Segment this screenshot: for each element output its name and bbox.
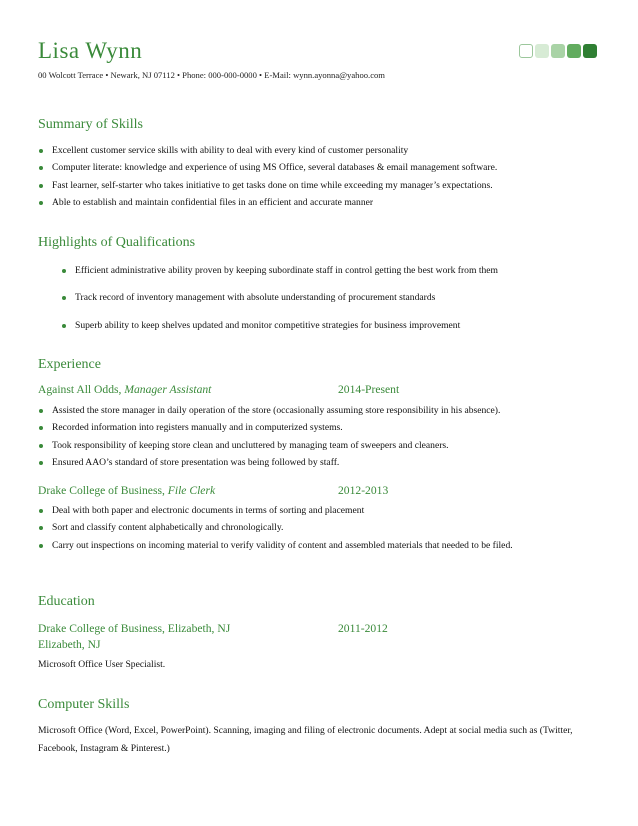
list-item: Took responsibility of keeping store clean and uncluttered by managing team of sweepers and cleaners. [38, 437, 608, 454]
job-duties-list [38, 402, 608, 471]
list-item: Computer literate: knowledge and experience of using MS Office, several databases & email management software. [38, 159, 608, 176]
list-item: Ensured AAO’s standard of store presentation was being followed by staff. [38, 454, 608, 471]
education-dates: 2011-2012 [338, 622, 388, 635]
job-company: Against All Odds, [38, 383, 122, 396]
square-2 [535, 44, 549, 58]
summary-list [38, 142, 608, 211]
square-4 [567, 44, 581, 58]
list-item: Able to establish and maintain confidential files in an efficient and accurate manner [38, 194, 608, 211]
job-role: File Clerk [167, 484, 216, 497]
job-duties-list [38, 502, 586, 554]
square-5 [583, 44, 597, 58]
list-item: Assisted the store manager in daily operation of the store (occasionally assuming store responsibility in his absence). [38, 402, 608, 419]
square-3 [551, 44, 565, 58]
contact-line: 00 Wolcott Terrace • Newark, NJ 07112 • Phone: 000-000-0000 • E-Mail: wynn.ayonna@yahoo.com [38, 70, 385, 80]
education-school: Drake College of Business, Elizabeth, NJ [38, 622, 231, 635]
education-heading: Education [38, 594, 95, 609]
list-item: Superb ability to keep shelves updated and monitor competitive strategies for business improvement [61, 312, 611, 339]
education-location: Elizabeth, NJ [38, 638, 101, 651]
list-item: Track record of inventory management with absolute understanding of procurement standards [61, 284, 611, 311]
job-dates: 2014-Present [338, 383, 400, 396]
computer-skills-heading: Computer Skills [38, 697, 130, 712]
decorative-squares [519, 44, 597, 58]
education-detail: Microsoft Office User Specialist. [38, 659, 166, 670]
list-item: Recorded information into registers manually and in computerized systems. [38, 419, 608, 436]
qualifications-heading: Highlights of Qualifications [38, 235, 196, 250]
list-item: Sort and classify content alphabetically and chronologically. [38, 519, 586, 536]
square-1 [519, 44, 533, 58]
list-item: Efficient administrative ability proven by keeping subordinate staff in control getting the best work from them [61, 257, 611, 284]
job-dates: 2012-2013 [338, 484, 389, 497]
list-item: Carry out inspections on incoming material to verify validity of content and assembled materials that needed to be filed. [38, 537, 586, 554]
job-title-line [38, 383, 211, 396]
summary-heading: Summary of Skills [38, 117, 144, 132]
list-item: Fast learner, self-starter who takes initiative to get tasks done on time while exceeding my manager’s expectations. [38, 177, 608, 194]
list-item: Deal with both paper and electronic documents in terms of sorting and placement [38, 502, 586, 519]
qualifications-list [61, 257, 611, 339]
list-item: Excellent customer service skills with ability to deal with every kind of customer personality [38, 142, 608, 159]
job-title-line [38, 484, 215, 497]
job-company: Drake College of Business, [38, 484, 165, 497]
experience-heading: Experience [38, 357, 101, 372]
computer-skills-text: Microsoft Office (Word, Excel, PowerPoint). Scanning, imaging and filing of electronic documents. Adept at social media such as (Twitter, Facebook, Instagram & Pinterest.) [38, 725, 573, 754]
candidate-name: Lisa Wynn [38, 38, 143, 63]
job-role: Manager Assistant [124, 383, 212, 396]
